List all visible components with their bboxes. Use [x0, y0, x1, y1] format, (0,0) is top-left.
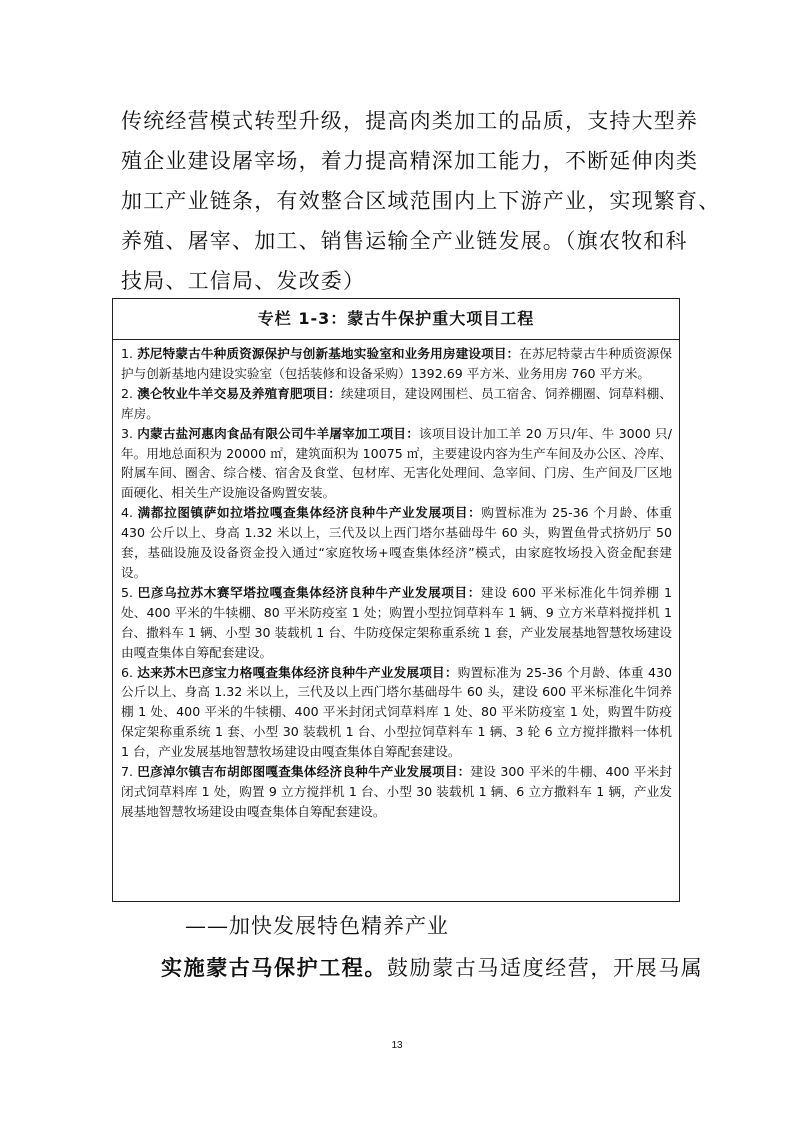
item-name: 苏尼特蒙古牛种质资源保护与创新基地实验室和业务用房建设项目： [137, 346, 520, 361]
item-text: 建设 300 平米的牛棚、400 平米封闭式饲草料库 1 处，购置 9 立方搅拌机 1 台、小型 30 装载机 1 辆、6 立方撒料车 1 辆，产业发展基地智慧牧场建设由嘎查集体自筹配套建设。 [121, 764, 672, 819]
item-text: 购置标准为 25-36 个月龄、体重 430 公斤以上、身高 1.32 米以上，三代及以上西门塔尔基础母牛 60 头，建设 600 平米标准化牛饲养棚 1 处、400 平米的牛犊棚、400 平米封闭式饲草料库 1 处、80 平米防疫室 1 处，购置牛防疫保定架称重系统 1 套、小型 30 装载机 1 台、小型拉饲草料车 1 辆、3 轮 6 立方搅拌撒料一体机 1 台，产业发展基地智慧牧场建设由嘎查集体自筹配套建设。 [121, 664, 672, 760]
item-text: 在苏尼特蒙古牛种质资源保护与创新基地内建设实验室（包括装修和设备采购）1392.69 平方米、业务用房 760 平方米。 [121, 346, 672, 381]
intro-line-4: 养殖、屠宰、加工、销售运输全产业链发展。（旗农牧和科 [121, 229, 688, 253]
item-text: 该项目设计加工羊 20 万只/年、牛 3000 只/年。用地总面积为 20000 ㎡，建筑面积为 10075 ㎡，主要建设内容为生产车间及办公区、冷库、附属车间、圈舍、综合楼、宿舍及食堂、包材库、无害化处理间、急宰间、门房、生产间及厂区地面硬化、相关生产设施设备购置安装。 [121, 425, 672, 501]
item-number: 2. [121, 385, 134, 401]
project-item-2 [121, 384, 672, 424]
section-subheading: ——加快发展特色精养产业 [185, 914, 449, 938]
item-number: 3. [121, 425, 134, 441]
project-item-4 [121, 503, 672, 583]
page-number: 13 [391, 1040, 403, 1051]
project-column-box [112, 298, 680, 902]
intro-line-2: 殖企业建设屠宰场，着力提高精深加工能力，不断延伸肉类 [121, 149, 699, 173]
paragraph-2-text: 鼓励蒙古马适度经营，开展马属 [387, 956, 704, 980]
item-number: 4. [121, 505, 134, 521]
paragraph-2 [161, 948, 704, 988]
item-name: 内蒙古盐河惠肉食品有限公司牛羊屠宰加工项目： [137, 425, 420, 441]
box-title: 专栏 1-3：蒙古牛保护重大项目工程 [113, 299, 679, 340]
item-text: 购置标准为 25-36 个月龄、体重 430 公斤以上、身高 1.32 米以上，三代及以上西门塔尔基础母牛 60 头，购置鱼骨式挤奶厅 50 套，基础设施及设备资金投入通过“家庭牧场+嘎查集体经济”模式，由家庭牧场投入资金配套建设。 [121, 505, 672, 580]
item-name: 达来苏木巴彦宝力格嘎查集体经济良种牛产业发展项目： [137, 664, 458, 680]
paragraph-2-lead: 实施蒙古马保护工程。 [161, 955, 387, 980]
project-item-5 [121, 583, 672, 663]
item-number: 5. [121, 584, 134, 600]
item-name: 澳仑牧业牛羊交易及养殖育肥项目： [137, 385, 341, 401]
item-text: 建设 600 平米标准化牛饲养棚 1 处、400 平米的牛犊棚、80 平米防疫室 1 处；购置小型拉饲草料车 1 辆、9 立方米草料搅拌机 1 台、撒料车 1 辆、小型 30 装载机 1 台、牛防疫保定架称重系统 1 套，产业发展基地智慧牧场建设由嘎查集体自筹配套建设。 [121, 584, 673, 660]
intro-line-1: 传统经营模式转型升级，提高肉类加工的品质，支持大型养 [121, 109, 699, 133]
item-number: 7. [121, 764, 134, 780]
intro-line-3: 加工产业链条，有效整合区域范围内上下游产业，实现繁育、 [121, 189, 721, 213]
project-item-1 [121, 344, 672, 384]
intro-paragraph [121, 101, 721, 301]
project-item-3 [121, 424, 672, 504]
item-text: 续建项目，建设网围栏、员工宿舍、饲养棚圈、饲草料棚、库房。 [121, 385, 673, 421]
item-number: 1. [121, 346, 134, 361]
item-name: 巴彦淖尔镇吉布胡郎图嘎查集体经济良种牛产业发展项目： [137, 764, 471, 780]
intro-line-5: 技局、工信局、发改委） [121, 269, 366, 293]
item-name: 巴彦乌拉苏木赛罕塔拉嘎查集体经济良种牛产业发展项目： [137, 584, 481, 600]
project-item-6 [121, 663, 672, 763]
item-name: 满都拉图镇萨如拉塔拉嘎查集体经济良种牛产业发展项目： [137, 505, 482, 521]
box-body [113, 340, 679, 822]
item-number: 6. [121, 664, 134, 680]
project-item-7 [121, 762, 672, 822]
